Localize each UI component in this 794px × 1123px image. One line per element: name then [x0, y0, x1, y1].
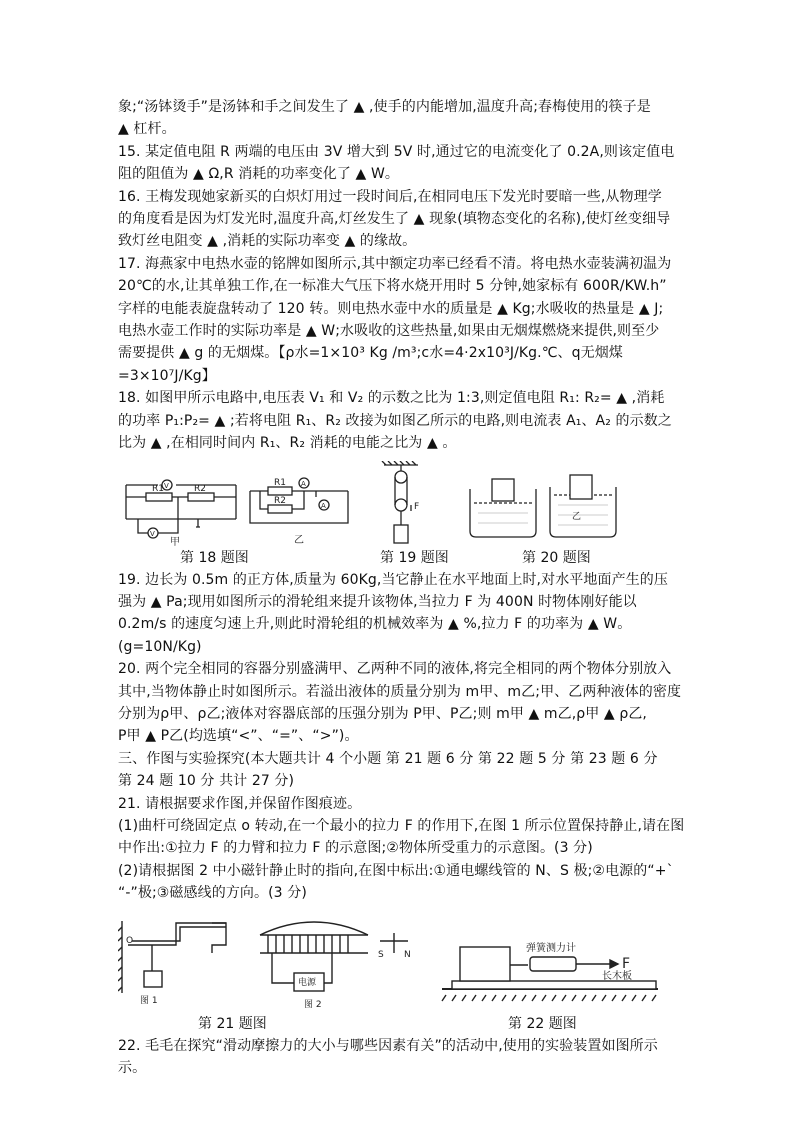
- board-label: 长木板: [602, 970, 632, 982]
- figure-row-21-22: [118, 913, 678, 1013]
- jia-label: 甲: [170, 536, 180, 547]
- containers-figure: [470, 475, 616, 537]
- text-line: 阻的阻值为 ▲ Ω,R 消耗的功率变化了 ▲ W。: [118, 166, 400, 183]
- text-line: 比为 ▲ ,在相同时间内 R₁、R₂ 消耗的电能之比为 ▲ 。: [118, 435, 457, 452]
- text-line: 字样的电能表旋盘转动了 120 转。则电热水壶中水的质量是 ▲ Kg;水吸收的热量是 ▲ J;: [118, 300, 664, 317]
- circuit-yi-figure: [250, 478, 348, 523]
- caption-22: 第 22 题图: [508, 1015, 577, 1032]
- text-line: 18. 如图甲所示电路中,电压表 V₁ 和 V₂ 的示数之比为 1:3,则定值电阻 R₁: R₂= ▲ ,消耗: [118, 390, 665, 407]
- r2-label: R2: [194, 483, 206, 494]
- figures-18-20: [118, 461, 678, 547]
- figure-row-18-20: [118, 461, 678, 547]
- text-line: 17. 海燕家中电热水壶的铭牌如图所示,其中额定功率已经看不清。将电热水壶装满初温为: [118, 255, 672, 272]
- text-line: 致灯丝电阻变 ▲ ,消耗的实际功率变 ▲ 的缘故。: [118, 233, 417, 250]
- text-line: (1)曲杆可绕固定点 o 转动,在一个最小的拉力 F 的作用下,在图 1 所示位置保持静止,请在图: [118, 817, 685, 834]
- text-line: 20. 两个完全相同的容器分别盛满甲、乙两种不同的液体,将完全相同的两个物体分别放入: [118, 661, 672, 678]
- bent-lever-figure: [118, 921, 226, 993]
- text-line: (2)请根据图 2 中小磁针静止时的指向,在图中标出:①通电螺线管的 N、S 极;②电源的“+`: [118, 862, 674, 879]
- voltmeter-label: V: [164, 481, 169, 490]
- text-line: ▲ 杠杆。: [118, 121, 176, 138]
- pull-force-label: F: [622, 955, 631, 972]
- text-line: 电热水壶工作时的实际功率是 ▲ W;水吸收的这些热量,如果由无烟煤燃烧来提供,则至少: [118, 323, 660, 340]
- force-label: F: [414, 501, 420, 512]
- exam-page: [118, 96, 685, 1079]
- text-line: 16. 王梅发现她家新买的白炽灯用过一段时间后,在相同电压下发光时要暗一些,从物理学: [118, 188, 662, 205]
- text-line: 分别为ρ甲、ρ乙;液体对容器底部的压强分别为 P甲、P乙;则 m甲 ▲ m乙,ρ甲 ▲ ρ乙,: [118, 705, 647, 722]
- s-label: S: [378, 949, 384, 960]
- text-block-q14-18: [118, 96, 678, 455]
- voltmeter-label-2: V: [150, 529, 155, 538]
- r1-label: R1: [152, 483, 164, 494]
- text-block-q22: [118, 1035, 678, 1080]
- text-line: 示。: [118, 1060, 147, 1076]
- pivot-label: O: [126, 935, 134, 946]
- text-line: =3×10⁷J/Kg】: [118, 367, 216, 384]
- text-line: 20℃的水,让其单独工作,在一标准大气压下将水烧开用时 5 分钟,她家标有 600R/KW.h”: [118, 278, 667, 295]
- n-label: N: [404, 949, 411, 960]
- caption-21: 第 21 题图: [198, 1015, 267, 1032]
- solenoid-figure: [260, 922, 408, 991]
- caption-20: 第 20 题图: [522, 549, 591, 566]
- pulley-figure: [382, 461, 418, 543]
- fig2-label: 图 2: [304, 999, 322, 1010]
- r2-label-2: R2: [274, 495, 286, 506]
- text-line: 的角度看是因为灯发光时,温度升高,灯丝发生了 ▲ 现象(填物态变化的名称),使灯丝变细导: [118, 211, 671, 228]
- yi-label: 乙: [294, 534, 304, 546]
- text-line: 19. 边长为 0.5m 的正方体,质量为 60Kg,当它静止在水平地面上时,对水平地面产生的压: [118, 571, 668, 588]
- text-line: 0.2m/s 的速度匀速上升,则此时滑轮组的机械效率为 ▲ %,拉力 F 的功率为 ▲ W。: [118, 616, 632, 633]
- caption-19: 第 19 题图: [380, 549, 449, 566]
- ammeter-label-2: A: [321, 501, 326, 510]
- r1-label-2: R1: [274, 477, 286, 488]
- spring-scale-label: 弹簧测力计: [526, 942, 576, 954]
- caption-18: 第 18 题图: [180, 549, 249, 566]
- text-block-q19-21: [118, 569, 685, 905]
- text-line: 15. 某定值电阻 R 两端的电压由 3V 增大到 5V 时,通过它的电流变化了 0.2A,则该定值电: [118, 143, 675, 160]
- text-line: “-”极;③磁感线的方向。(3 分): [118, 885, 307, 902]
- text-line: 强为 ▲ Pa;现用如图所示的滑轮组来提升该物体,当拉力 F 为 400N 时物体刚好能以: [118, 593, 637, 610]
- text-line: 的功率 P₁:P₂= ▲ ;若将电阻 R₁、R₂ 改接为如图乙所示的电路,则电流表 A₁、A₂ 的示数之: [118, 412, 672, 429]
- text-line: P甲 ▲ P乙(均选填“<”、“=”、“>”)。: [118, 728, 359, 745]
- text-line: 需要提供 ▲ g 的无烟煤。【ρ水=1×10³ Kg /m³;c水=4·2x10³J/Kg.℃、q无烟煤: [118, 345, 623, 362]
- captions-21-22: [118, 1013, 678, 1035]
- text-line: 中作出:①拉力 F 的力臂和拉力 F 的示意图;②物体所受重力的示意图。(3 分): [118, 840, 593, 857]
- fig1-label: 图 1: [140, 995, 158, 1006]
- circuit-jia-figure: [126, 480, 236, 538]
- text-line: 三、作图与实验探究(本大题共计 4 个小题 第 21 题 6 分 第 22 题 5 分 第 23 题 6 分: [118, 750, 658, 767]
- text-line: 第 24 题 10 分 共计 27 分): [118, 773, 295, 790]
- text-line: 其中,当物体静止时如图所示。若溢出液体的质量分别为 m甲、m乙;甲、乙两种液体的密度: [118, 683, 682, 700]
- text-line: (g=10N/Kg): [118, 638, 202, 655]
- text-line: 21. 请根据要求作图,并保留作图痕迹。: [118, 795, 362, 812]
- text-line: 象;“汤钵烫手”是汤钵和手之间发生了 ▲ ,使手的内能增加,温度升高;春梅使用的筷子是: [118, 99, 651, 115]
- ammeter-label: A: [301, 479, 306, 488]
- power-label: 电源: [298, 977, 317, 988]
- container-label: 乙: [572, 511, 582, 522]
- figures-21-22: [118, 913, 678, 1013]
- captions-18-20: [118, 547, 678, 569]
- text-line: 22. 毛毛在探究“滑动摩擦力的大小与哪些因素有关”的活动中,使用的实验装置如图所示: [118, 1037, 658, 1054]
